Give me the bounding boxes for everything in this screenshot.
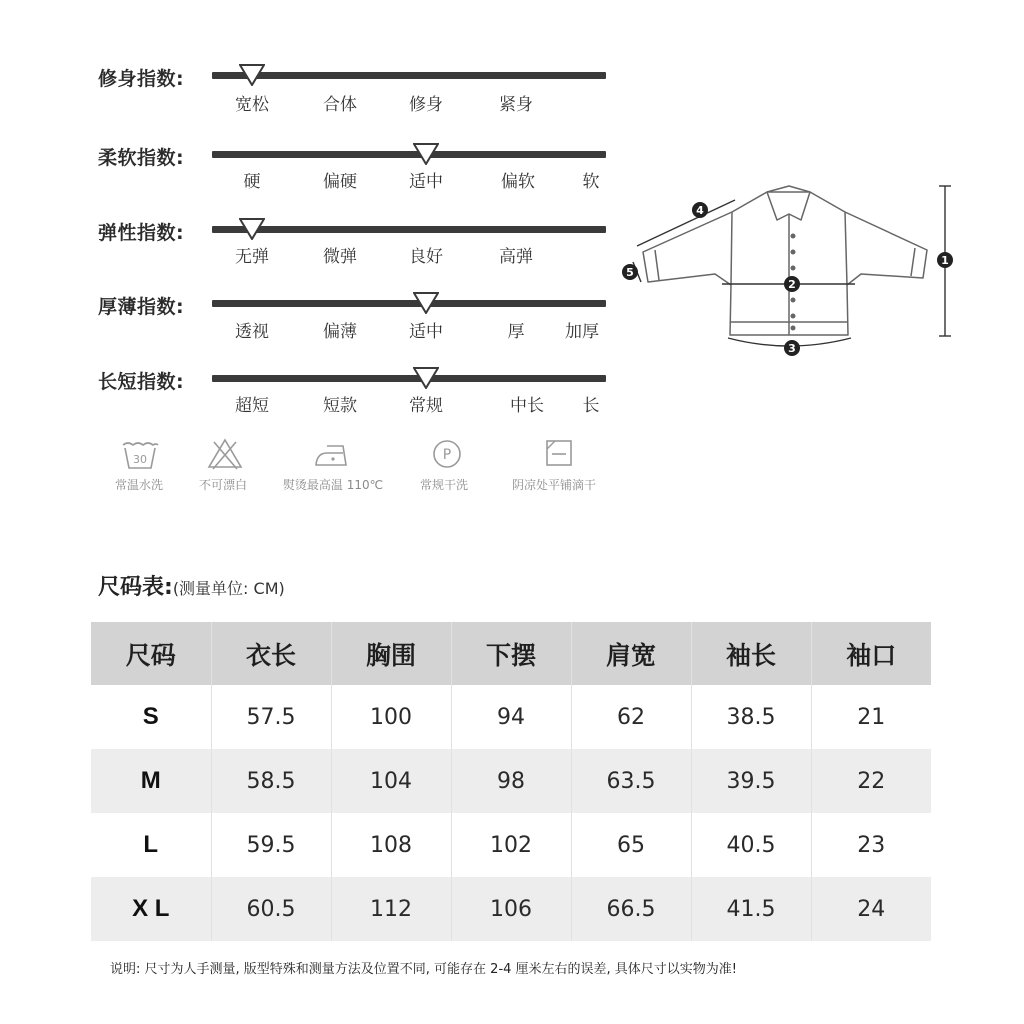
- index-tick: 中长: [510, 396, 544, 416]
- table-cell: 41.5: [691, 877, 811, 941]
- table-cell: 102: [451, 813, 571, 877]
- index-tick: 长: [582, 396, 600, 416]
- dry-clean-icon: [427, 437, 467, 471]
- index-label-thickness: 厚薄指数:: [98, 296, 185, 318]
- table-cell: 24: [811, 877, 931, 941]
- size-table-title: [98, 570, 285, 601]
- index-tick: 偏硬: [323, 172, 357, 192]
- iron-icon: [313, 438, 353, 472]
- jacket-measure-diagram-icon: [615, 170, 965, 370]
- table-cell: 39.5: [691, 749, 811, 813]
- wash-temp-text: 30: [133, 453, 147, 466]
- table-cell: 65: [571, 813, 691, 877]
- index-marker-fit: [239, 64, 265, 86]
- size-table-header-row: [91, 622, 931, 685]
- table-cell: 100: [331, 685, 451, 749]
- table-cell: 38.5: [691, 685, 811, 749]
- measure-point-4: 4: [696, 204, 704, 217]
- index-tick: 透视: [235, 322, 269, 342]
- table-cell: 60.5: [211, 877, 331, 941]
- index-bar-thickness: [212, 300, 606, 307]
- index-marker-softness: [413, 143, 439, 165]
- header-length: 衣长: [211, 622, 331, 685]
- index-tick: 紧身: [499, 95, 533, 115]
- index-tick: 超短: [235, 396, 269, 416]
- index-tick: 厚: [507, 322, 525, 342]
- index-label-fit: 修身指数:: [98, 68, 185, 90]
- table-row: [91, 685, 931, 749]
- measure-point-1: 1: [941, 254, 949, 267]
- table-row: [91, 877, 931, 941]
- care-label: 不可漂白: [198, 478, 248, 492]
- header-sleeve: 袖长: [691, 622, 811, 685]
- size-table-title-text: 尺码表:: [98, 575, 173, 600]
- index-tick: 短款: [323, 396, 357, 416]
- table-cell: 66.5: [571, 877, 691, 941]
- care-label: 熨烫最高温 110℃: [282, 478, 384, 492]
- index-tick: 偏薄: [323, 322, 357, 342]
- header-shoulder: 肩宽: [571, 622, 691, 685]
- care-label: 常规干洗: [419, 478, 469, 492]
- index-label-length: 长短指数:: [98, 371, 185, 393]
- index-label-softness: 柔软指数:: [98, 147, 185, 169]
- measure-point-3: 3: [788, 342, 796, 355]
- table-row: [91, 813, 931, 877]
- index-label-elasticity: 弹性指数:: [98, 222, 185, 244]
- index-marker-elasticity: [239, 218, 265, 240]
- table-cell: 104: [331, 749, 451, 813]
- table-cell: 98: [451, 749, 571, 813]
- index-tick: 良好: [409, 247, 443, 267]
- table-cell: 59.5: [211, 813, 331, 877]
- size-table: [91, 622, 931, 941]
- no-bleach-icon: [205, 436, 245, 470]
- header-cuff: 袖口: [811, 622, 931, 685]
- index-tick: 适中: [409, 322, 443, 342]
- table-cell: 58.5: [211, 749, 331, 813]
- table-cell: 40.5: [691, 813, 811, 877]
- table-cell: 106: [451, 877, 571, 941]
- index-tick: 硬: [243, 172, 261, 192]
- wash-30-icon: [120, 438, 160, 472]
- table-cell: 94: [451, 685, 571, 749]
- table-cell: 57.5: [211, 685, 331, 749]
- table-cell: 22: [811, 749, 931, 813]
- index-bar-elasticity: [212, 226, 606, 233]
- table-cell: 23: [857, 832, 886, 858]
- care-label: 常温水洗: [114, 478, 164, 492]
- index-tick: 无弹: [235, 247, 269, 267]
- care-label: 阴凉处平铺滴干: [511, 478, 597, 492]
- index-tick: 常规: [409, 396, 443, 416]
- measure-point-2: 2: [788, 278, 796, 291]
- measure-point-5: 5: [626, 266, 634, 279]
- size-cell: X L: [91, 877, 211, 941]
- index-tick: 加厚: [565, 322, 599, 342]
- size-table-unit: (测量单位: CM): [172, 579, 285, 598]
- index-tick: 适中: [409, 172, 443, 192]
- index-tick: 软: [582, 172, 600, 192]
- table-cell: 63.5: [571, 749, 691, 813]
- dry-clean-mark: P: [442, 447, 452, 463]
- index-marker-length: [413, 367, 439, 389]
- index-tick: 修身: [409, 95, 443, 115]
- index-tick: 高弹: [499, 247, 533, 267]
- header-hem: 下摆: [451, 622, 571, 685]
- flat-dry-shade-icon: [538, 436, 578, 470]
- header-size: 尺码: [91, 622, 211, 685]
- index-marker-thickness: [413, 292, 439, 314]
- measurement-note: 说明: 尺寸为人手测量, 版型特殊和测量方法及位置不同, 可能存在 2-4 厘米左右的误差, 具体尺寸以实物为准!: [110, 962, 738, 977]
- table-cell: 21: [857, 704, 886, 730]
- index-bar-softness: [212, 151, 606, 158]
- table-cell: 108: [331, 813, 451, 877]
- index-tick: 宽松: [235, 95, 269, 115]
- index-tick: 微弹: [323, 247, 357, 267]
- size-cell: M: [91, 749, 211, 813]
- size-cell: L: [91, 813, 211, 877]
- index-tick: 合体: [323, 95, 357, 115]
- table-cell: 62: [571, 685, 691, 749]
- index-tick: 偏软: [501, 172, 535, 192]
- size-cell: S: [91, 685, 211, 749]
- table-row: [91, 749, 931, 813]
- table-cell: 112: [331, 877, 451, 941]
- index-bar-fit: [212, 72, 606, 79]
- header-chest: 胸围: [331, 622, 451, 685]
- index-bar-length: [212, 375, 606, 382]
